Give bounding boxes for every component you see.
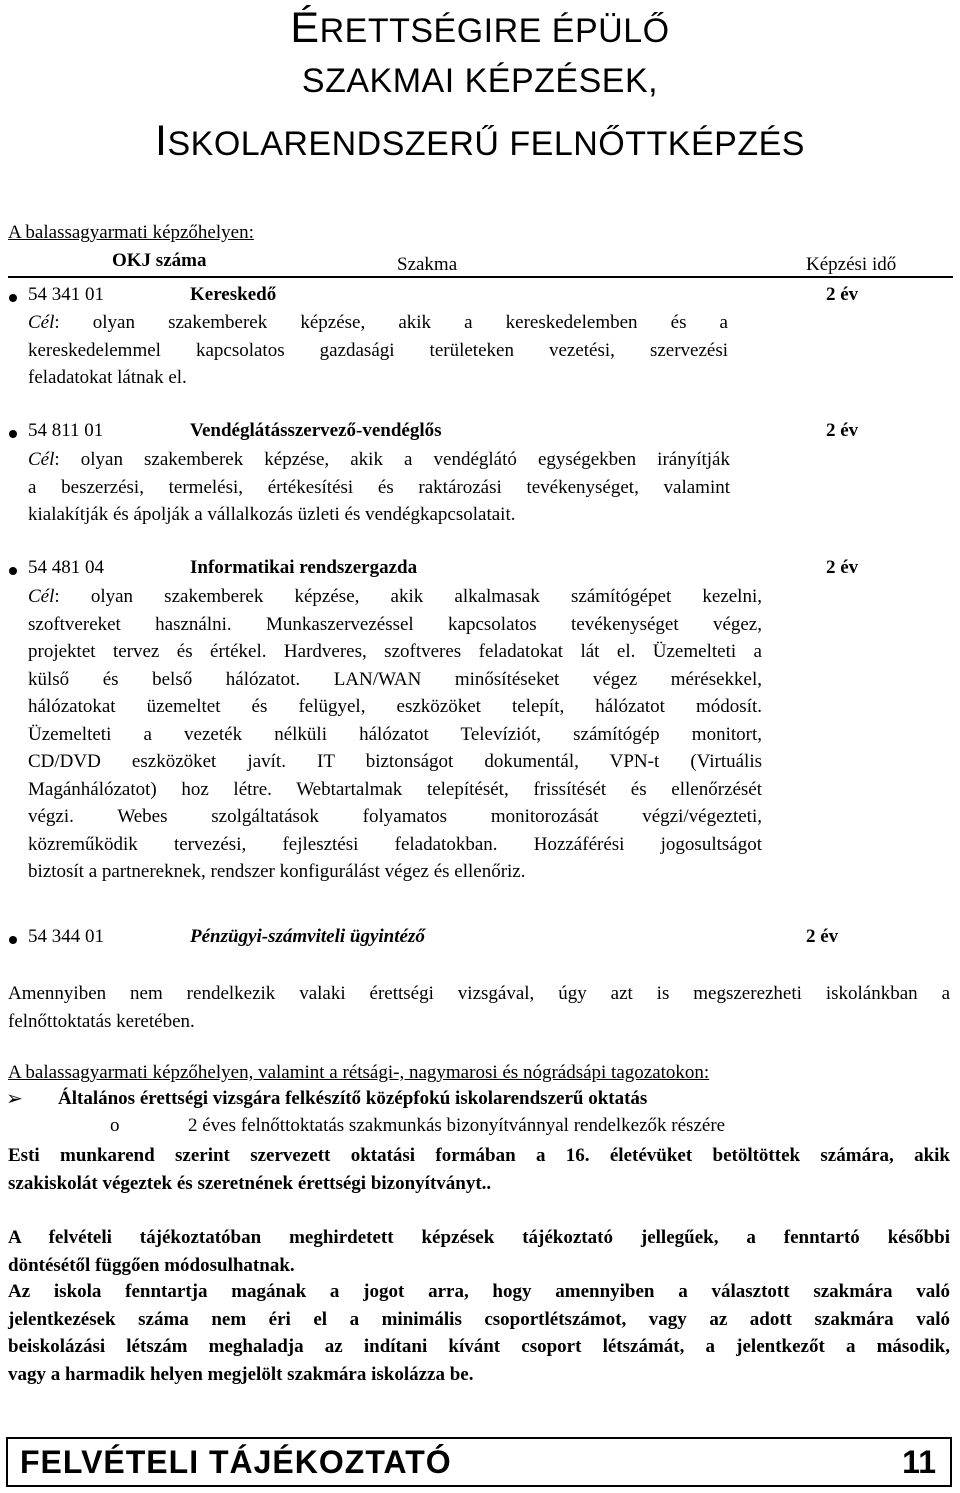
course-code: 54 341 01 — [28, 284, 104, 305]
program-sub-item: 2 éves felnőttoktatás szakmunkás bizonyítvánnyal rendelkezők részére — [188, 1115, 726, 1136]
note-paragraph — [8, 980, 950, 1035]
title-initial: É — [290, 4, 320, 52]
description-line: hálózatokat üzemeltet és felügyel, eszközöket telepít, hálózatot módosít. — [28, 696, 762, 717]
arrow-bullet-icon: ➢ — [6, 1086, 23, 1110]
cel-label: Cél — [28, 449, 55, 470]
column-header-kepzesi-ido: Képzési idő — [806, 254, 897, 275]
description-line: projektet tervez és értékel. Hardveres, szoftveres feladatokat lát el. Üzemelteti a — [28, 641, 762, 662]
rights-line: vagy a harmadik helyen megjelölt szakmára iskolázza be. — [8, 1363, 474, 1385]
bullet-icon — [9, 430, 17, 438]
rights-line: jelentkezések száma nem éri el a minimális csoportlétszámot, vagy az adott szakmára való — [8, 1308, 950, 1330]
rights-paragraph — [8, 1278, 950, 1388]
course-name: Pénzügyi-számviteli ügyintéző — [190, 926, 425, 947]
course-code: 54 811 01 — [28, 420, 104, 441]
disclaimer-line: A felvételi tájékoztatóban meghirdetett képzések tájékoztató jellegűek, a fenntartó későbbi — [8, 1227, 950, 1248]
description-line: külső és belső hálózatot. LAN/WAN minősítéseket végez mérésekkel, — [28, 668, 762, 690]
description-line: kereskedelemmel kapcsolatos gazdasági területeken vezetési, szervezési — [28, 339, 728, 361]
course-duration: 2 év — [806, 926, 839, 947]
course-duration: 2 év — [826, 557, 859, 578]
page-footer — [6, 1437, 952, 1487]
section-heading: A balassagyarmati képzőhelyen: — [8, 222, 254, 243]
description-line: CD/DVD eszközöket javít. IT biztonságot dokumentál, VPN-t (Virtuális — [28, 751, 762, 772]
description-line: feladatokat látnak el. — [28, 367, 187, 388]
column-header-szakma: Szakma — [397, 254, 458, 275]
title-text: SKOLARENDSZERŰ FELNŐTTKÉPZÉS — [167, 125, 805, 163]
rights-line: Az iskola fenntartja magának a jogot arra, hogy amennyiben a választott szakmára való — [8, 1281, 950, 1302]
course-name: Kereskedő — [190, 284, 277, 305]
column-header-okj: OKJ száma — [112, 250, 207, 271]
cel-label: Cél — [28, 312, 55, 333]
bullet-icon — [9, 567, 17, 575]
page-number: 11 — [902, 1444, 936, 1480]
description-line: közreműködik tervezési, fejlesztési feladatokban. Hozzáférési jogosultságot — [28, 833, 762, 855]
sub-bullet-icon: o — [110, 1115, 120, 1136]
title-initial: I — [155, 117, 168, 165]
footer-title: FELVÉTELI TÁJÉKOZTATÓ — [20, 1444, 452, 1480]
course-description — [28, 446, 730, 529]
course-duration: 2 év — [826, 284, 859, 305]
description-line: a beszerzési, termelési, értékesítési és raktározási tevékenységet, valamint — [28, 476, 730, 498]
rights-line: beiskolázási létszám meghaladja az indítani kívánt csoport létszámát, a jelentkezőt a második, — [8, 1336, 950, 1357]
description-line: kialakítják és ápolják a vállalkozás üzleti és vendégkapcsolatait. — [28, 504, 516, 525]
description-line: biztosít a partnereknek, rendszer konfigurálást végez és ellenőriz. — [28, 861, 526, 882]
description-line: szoftvereket használni. Munkaszervezéssel kapcsolatos tevékenységet végez, — [28, 613, 762, 635]
page-title-line-2: SZAKMAI KÉPZÉSEK, — [301, 62, 659, 100]
section-heading: A balassagyarmati képzőhelyen, valamint a rétsági-, nagymarosi és nógrádsápi tagozatokon: — [8, 1062, 710, 1083]
description-line: : olyan szakemberek képzése, akik a kereskedelemben és a — [54, 312, 728, 333]
esti-paragraph — [8, 1142, 950, 1197]
note-line: felnőttoktatás keretében. — [8, 1010, 195, 1032]
page-title-line-3 — [0, 117, 960, 166]
course-name: Vendéglátásszervező-vendéglős — [190, 420, 442, 441]
course-duration: 2 év — [826, 420, 859, 441]
course-code: 54 481 04 — [28, 557, 104, 578]
description-line: : olyan szakemberek képzése, akik a vendéglátó egységekben irányítják — [54, 449, 730, 470]
course-description — [28, 583, 762, 886]
disclaimer-paragraph — [8, 1224, 950, 1279]
note-line: Amennyiben nem rendelkezik valaki érettségi vizsgával, úgy azt is megszerezheti iskolánkban a — [8, 983, 950, 1004]
course-name: Informatikai rendszergazda — [190, 557, 418, 578]
bullet-icon — [9, 936, 17, 944]
page-title-line-1 — [0, 4, 960, 53]
description-line: : olyan szakemberek képzése, akik alkalmasak számítógépet kezelni, — [54, 586, 762, 607]
description-line: végzi. Webes szolgáltatások folyamatos monitorozását végzi/végezteti, — [28, 806, 762, 827]
course-code: 54 344 01 — [28, 926, 104, 947]
esti-line: Esti munkarend szerint szervezett oktatási formában a 16. életévüket betöltöttek számára, akik — [8, 1145, 950, 1166]
course-description — [28, 309, 728, 392]
description-line: Üzemelteti a vezeték nélküli hálózatot Televíziót, számítógép monitort, — [28, 723, 762, 745]
bullet-icon — [9, 294, 17, 302]
program-item: Általános érettségi vizsgára felkészítő középfokú iskolarendszerű oktatás — [58, 1088, 648, 1109]
esti-line: szakiskolát végeztek és szeretnének érettségi bizonyítványt.. — [8, 1172, 492, 1194]
header-rule — [8, 276, 953, 278]
cel-label: Cél — [28, 586, 55, 607]
description-line: Magánhálózatot) hoz létre. Webtartalmak telepítését, frissítését és ellenőrzését — [28, 778, 762, 800]
disclaimer-line: döntésétől függően módosulhatnak. — [8, 1254, 295, 1276]
title-text: RETTSÉGIRE ÉPÜLŐ — [319, 12, 670, 50]
